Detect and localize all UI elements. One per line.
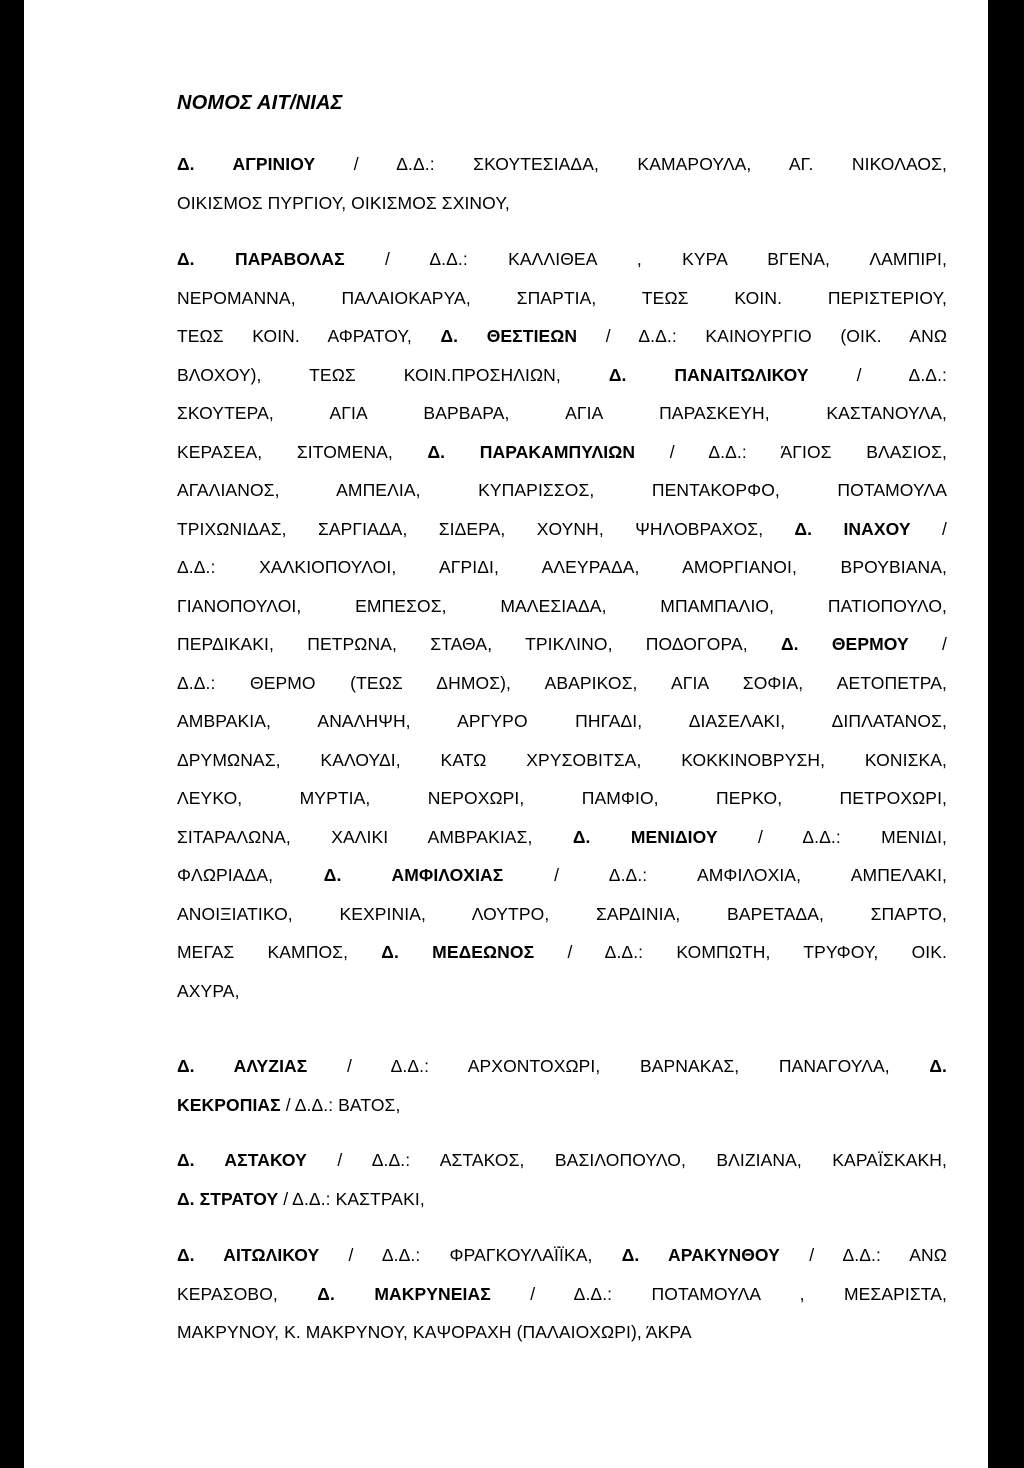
text-line	[177, 632, 947, 671]
line-text: /	[910, 518, 947, 539]
text-line	[177, 152, 947, 191]
text-line	[177, 709, 947, 748]
line-text: ΠΕΡΔΙΚΑΚΙ, ΠΕΤΡΩΝΑ, ΣΤΑΘΑ, ΤΡΙΚΛΙΝΟ, ΠΟΔΟΓΟΡΑ,	[177, 634, 781, 654]
text-line	[177, 247, 947, 286]
line-text: ΜΑΚΡΥΝΟΥ, Κ. ΜΑΚΡΥΝΟΥ, ΚΑΨΟΡΑΧΗ (ΠΑΛΑΙΟΧΩΡΙ), ΆΚΡΑ	[177, 1322, 692, 1342]
text-line	[177, 1148, 947, 1187]
text-line	[177, 401, 947, 440]
line-text: ΟΙΚΙΣΜΟΣ ΠΥΡΓΙΟΥ, ΟΙΚΙΣΜΟΣ ΣΧΙΝΟΥ,	[177, 192, 510, 213]
text-line	[177, 786, 947, 825]
document-title: ΝΟΜΟΣ ΑΙΤ/ΝΙΑΣ	[177, 92, 343, 114]
line-text: / Δ.Δ.: ΜΕΝΙΔΙ,	[717, 826, 947, 847]
text-line	[177, 478, 947, 517]
line-text: ΑΓΑΛΙΑΝΟΣ, ΑΜΠΕΛΙΑ, ΚΥΠΑΡΙΣΣΟΣ, ΠΕΝΤΑΚΟΡΦΟ, ΠΟΤΑΜΟΥΛΑ	[177, 480, 947, 500]
line-text: / Δ.Δ.: ΑΣΤΑΚΟΣ, ΒΑΣΙΛΟΠΟΥΛΟ, ΒΛΙΖΙΑΝΑ, ΚΑΡΑΪΣΚΑΚΗ,	[306, 1150, 947, 1170]
municipality-name: ΚΕΚΡΟΠΙΑΣ	[177, 1094, 281, 1115]
municipality-name: Δ. ΘΕΡΜΟΥ	[780, 634, 909, 654]
line-text: ΝΕΡΟΜΑΝΝΑ, ΠΑΛΑΙΟΚΑΡΥΑ, ΣΠΑΡΤΙΑ, ΤΕΩΣ ΚΟΙΝ. ΠΕΡΙΣΤΕΡΙΟΥ,	[177, 287, 947, 308]
line-text: ΑΝΟΙΞΙΑΤΙΚΟ, ΚΕΧΡΙΝΙΑ, ΛΟΥΤΡΟ, ΣΑΡΔΙΝΙΑ, ΒΑΡΕΤΑΔΑ, ΣΠΑΡΤΟ,	[177, 903, 947, 924]
text-line	[177, 940, 947, 979]
line-text: / Δ.Δ.: ΚΟΜΠΩΤΗ, ΤΡΥΦΟΥ, ΟΙΚ.	[534, 942, 947, 962]
text-line	[177, 863, 947, 902]
text-line	[177, 440, 947, 479]
municipality-name: Δ. ΜΕΔΕΩΝΟΣ	[381, 942, 535, 962]
text-line	[177, 748, 947, 787]
entry-block-agrinio	[177, 152, 947, 229]
text-line	[177, 517, 947, 556]
text-line	[177, 979, 947, 1018]
line-text: / Δ.Δ.: ΦΡΑΓΚΟΥΛΑΪΪΚΑ,	[319, 1245, 622, 1265]
line-text: ΒΛΟΧΟΥ), ΤΕΩΣ ΚΟΙΝ.ΠΡΟΣΗΛΙΩΝ,	[177, 364, 609, 385]
municipality-name: Δ. ΑΓΡΙΝΙΟΥ	[177, 154, 316, 174]
entry-block-paravola	[177, 247, 947, 1017]
text-line	[177, 902, 947, 941]
line-text: / Δ.Δ.: ΚΑΛΛΙΘΕΑ , ΚΥΡΑ ΒΓΕΝΑ, ΛΑΜΠΙΡΙ,	[344, 249, 947, 269]
municipality-name: Δ. ΑΛΥΖΙΑΣ	[177, 1056, 308, 1076]
line-text: / Δ.Δ.: ΚΑΙΝΟΥΡΓΙΟ (ΟΙΚ. ΑΝΩ	[577, 326, 947, 346]
entry-block-aitoliko	[177, 1243, 947, 1359]
text-line	[177, 555, 947, 594]
municipality-name: Δ. ΣΤΡΑΤΟΥ	[177, 1188, 279, 1209]
text-line	[177, 1187, 947, 1226]
text-line	[177, 1282, 947, 1321]
document-page	[24, 0, 988, 1468]
text-line	[177, 1320, 947, 1359]
line-text: ΦΛΩΡΙΑΔΑ,	[177, 865, 324, 885]
municipality-name: Δ. ΠΑΡΑΚΑΜΠΥΛΙΩΝ	[427, 441, 636, 462]
line-text: / Δ.Δ.: ΑΜΦΙΛΟΧΙΑ, ΑΜΠΕΛΑΚΙ,	[503, 865, 947, 885]
line-text: ΤΡΙΧΩΝΙΔΑΣ, ΣΑΡΓΙΑΔΑ, ΣΙΔΕΡΑ, ΧΟΥΝΗ, ΨΗΛΟΒΡΑΧΟΣ,	[177, 518, 795, 539]
line-text: / Δ.Δ.: ΣΚΟΥΤΕΣΙΑΔΑ, ΚΑΜΑΡΟΥΛΑ, ΑΓ. ΝΙΚΟΛΑΟΣ,	[315, 154, 947, 174]
municipality-name: Δ. ΠΑΡΑΒΟΛΑΣ	[177, 249, 345, 269]
line-text: /	[908, 634, 947, 654]
line-text: / Δ.Δ.: ΚΑΣΤΡΑΚΙ,	[278, 1188, 425, 1209]
municipality-name: Δ. ΙΝΑΧΟΥ	[794, 518, 911, 539]
municipality-name: Δ. ΑΙΤΩΛΙΚΟΥ	[177, 1245, 320, 1265]
municipality-name: Δ. ΘΕΣΤΙΕΩΝ	[440, 326, 578, 346]
text-line	[177, 825, 947, 864]
text-line	[177, 363, 947, 402]
text-line	[177, 286, 947, 325]
text-line	[177, 671, 947, 710]
municipality-name: Δ. ΜΕΝΙΔΙΟΥ	[572, 826, 718, 847]
line-text: / Δ.Δ.: ΠΟΤΑΜΟΥΛΑ , ΜΕΣΑΡΙΣΤΑ,	[490, 1283, 947, 1304]
municipality-name: Δ. ΑΡΑΚΥΝΘΟΥ	[621, 1245, 780, 1265]
line-text: ΚΕΡΑΣΟΒΟ,	[177, 1283, 318, 1304]
line-text: / Δ.Δ.: ΑΡΧΟΝΤΟΧΩΡΙ, ΒΑΡΝΑΚΑΣ, ΠΑΝΑΓΟΥΛΑ,	[307, 1056, 930, 1076]
text-line	[177, 1093, 947, 1132]
text-line	[177, 1054, 947, 1093]
municipality-name: Δ. ΑΜΦΙΛΟΧΙΑΣ	[323, 865, 504, 885]
entry-block-alyzia	[177, 1054, 947, 1131]
line-text: ΣΚΟΥΤΕΡΑ, ΑΓΙΑ ΒΑΡΒΑΡΑ, ΑΓΙΑ ΠΑΡΑΣΚΕΥΗ, ΚΑΣΤΑΝΟΥΛΑ,	[177, 403, 947, 423]
line-text: / Δ.Δ.: ΆΓΙΟΣ ΒΛΑΣΙΟΣ,	[635, 441, 947, 462]
text-line	[177, 191, 947, 230]
municipality-name: Δ. ΜΑΚΡΥΝΕΙΑΣ	[317, 1283, 491, 1304]
text-line	[177, 594, 947, 633]
line-text: / Δ.Δ.:	[808, 364, 947, 385]
line-text: ΑΧΥΡΑ,	[177, 980, 240, 1001]
entry-block-astakos	[177, 1148, 947, 1225]
municipality-name: Δ.	[929, 1056, 947, 1076]
line-text: ΓΙΑΝΟΠΟΥΛΟΙ, ΕΜΠΕΣΟΣ, ΜΑΛΕΣΙΑΔΑ, ΜΠΑΜΠΑΛΙΟ, ΠΑΤΙΟΠΟΥΛΟ,	[177, 595, 947, 616]
line-text: / Δ.Δ.: ΑΝΩ	[779, 1245, 947, 1265]
line-text: Δ.Δ.: ΧΑΛΚΙΟΠΟΥΛΟΙ, ΑΓΡΙΔΙ, ΑΛΕΥΡΑΔΑ, ΑΜΟΡΓΙΑΝΟΙ, ΒΡΟΥΒΙΑΝΑ,	[177, 557, 947, 577]
line-text: ΚΕΡΑΣΕΑ, ΣΙΤΟΜΕΝΑ,	[177, 441, 428, 462]
line-text: ΜΕΓΑΣ ΚΑΜΠΟΣ,	[177, 942, 382, 962]
line-text: ΔΡΥΜΩΝΑΣ, ΚΑΛΟΥΔΙ, ΚΑΤΩ ΧΡΥΣΟΒΙΤΣΑ, ΚΟΚΚΙΝΟΒΡΥΣΗ, ΚΟΝΙΣΚΑ,	[177, 749, 947, 770]
line-text: ΛΕΥΚΟ, ΜΥΡΤΙΑ, ΝΕΡΟΧΩΡΙ, ΠΑΜΦΙΟ, ΠΕΡΚΟ, ΠΕΤΡΟΧΩΡΙ,	[177, 788, 947, 808]
municipality-name: Δ. ΠΑΝΑΙΤΩΛΙΚΟΥ	[608, 364, 809, 385]
text-line	[177, 324, 947, 363]
line-text: ΤΕΩΣ ΚΟΙΝ. ΑΦΡΑΤΟΥ,	[177, 326, 441, 346]
line-text: Δ.Δ.: ΘΕΡΜΟ (ΤΕΩΣ ΔΗΜΟΣ), ΑΒΑΡΙΚΟΣ, ΑΓΙΑ ΣΟΦΙΑ, ΑΕΤΟΠΕΤΡΑ,	[177, 672, 947, 693]
line-text: ΣΙΤΑΡΑΛΩΝΑ, ΧΑΛΙΚΙ ΑΜΒΡΑΚΙΑΣ,	[177, 826, 573, 847]
line-text: ΑΜΒΡΑΚΙΑ, ΑΝΑΛΗΨΗ, ΑΡΓΥΡΟ ΠΗΓΑΔΙ, ΔΙΑΣΕΛΑΚΙ, ΔΙΠΛΑΤΑΝΟΣ,	[177, 711, 947, 731]
municipality-name: Δ. ΑΣΤΑΚΟΥ	[177, 1150, 307, 1170]
text-line	[177, 1243, 947, 1282]
line-text: / Δ.Δ.: ΒΑΤΟΣ,	[280, 1094, 401, 1115]
